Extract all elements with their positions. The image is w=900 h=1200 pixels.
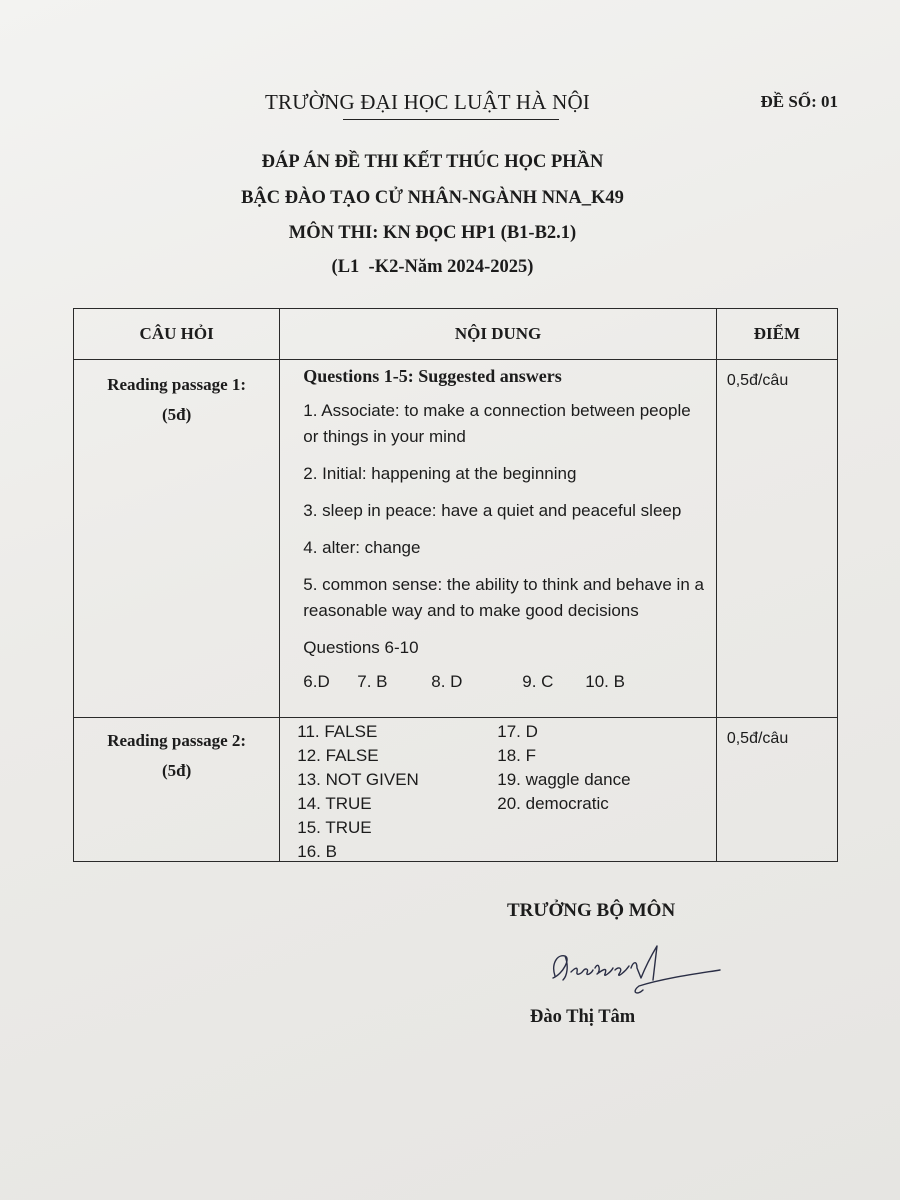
head-of-department-title: TRƯỞNG BỘ MÔN xyxy=(507,900,676,921)
exam-number: ĐỀ SỐ: 01 xyxy=(760,92,838,111)
answers-left-column xyxy=(297,720,419,864)
answers-right-column xyxy=(497,720,630,816)
answer-item-19: 19. waggle dance xyxy=(497,770,631,789)
table-row-passage-1 xyxy=(74,360,838,718)
passage-1-score: (5đ) xyxy=(161,405,192,424)
answer-item-16: 16. B xyxy=(297,842,337,861)
content-cell-1 xyxy=(280,360,717,718)
answer-item-18: 18. F xyxy=(497,746,537,765)
answer-item-4: 4. alter: change xyxy=(303,538,421,557)
questions-1-5-heading: Questions 1-5: Suggested answers xyxy=(303,366,562,386)
answer-item-3: 3. sleep in peace: have a quiet and peaceful sleep xyxy=(303,501,682,520)
header-points: ĐIỂM xyxy=(716,309,837,360)
answer-item-1: 1. Associate: to make a connection between people or things in your mind xyxy=(303,401,691,446)
title-line-1: ĐÁP ÁN ĐỀ THI KẾT THÚC HỌC PHẦN xyxy=(261,152,604,172)
content-cell-2 xyxy=(280,718,717,862)
answer-item-15: 15. TRUE xyxy=(297,818,372,837)
title-line-3: MÔN THI: KN ĐỌC HP1 (B1-B2.1) xyxy=(288,223,577,243)
question-cell-1 xyxy=(74,360,280,718)
answer-item-11: 11. FALSE xyxy=(297,722,378,741)
mc-answer-9: 9. C xyxy=(522,672,554,691)
passage-2-label: Reading passage 2: xyxy=(107,731,247,750)
mc-answer-row xyxy=(303,669,706,695)
answer-item-13: 13. NOT GIVEN xyxy=(297,770,419,789)
handwritten-signature xyxy=(545,938,725,1002)
points-cell-2: 0,5đ/câu xyxy=(716,718,837,862)
answer-item-20: 20. democratic xyxy=(497,794,609,813)
question-cell-2 xyxy=(74,718,280,862)
table-row-passage-2 xyxy=(74,718,838,862)
passage-1-label: Reading passage 1: xyxy=(107,375,247,394)
answer-item-17: 17. D xyxy=(497,722,538,741)
questions-6-10-heading: Questions 6-10 xyxy=(303,638,419,657)
answer-item-14: 14. TRUE xyxy=(297,794,372,813)
answer-table xyxy=(73,308,838,862)
answer-item-5: 5. common sense: the ability to think and behave in a reasonable way and to make good decisions xyxy=(303,575,704,620)
header-content: NỘI DUNG xyxy=(280,309,717,360)
mc-answer-8: 8. D xyxy=(431,672,463,691)
signer-name: Đào Thị Tâm xyxy=(530,1007,636,1027)
school-name: TRƯỜNG ĐẠI HỌC LUẬT HÀ NỘI xyxy=(265,90,590,114)
title-line-4: (L1 -K2-Năm 2024-2025) xyxy=(331,257,534,277)
title-line-2: BẬC ĐÀO TẠO CỬ NHÂN-NGÀNH NNA_K49 xyxy=(241,188,624,208)
table-header-row xyxy=(74,309,838,360)
passage-2-score: (5đ) xyxy=(161,761,192,780)
mc-answer-7: 7. B xyxy=(357,672,388,691)
answer-item-12: 12. FALSE xyxy=(297,746,379,765)
header-question: CÂU HỎI xyxy=(74,309,280,360)
points-cell-1: 0,5đ/câu xyxy=(716,360,837,718)
school-underline xyxy=(343,119,559,120)
mc-answer-10: 10. B xyxy=(585,672,625,691)
mc-answer-6: 6.D xyxy=(303,672,330,691)
answer-item-2: 2. Initial: happening at the beginning xyxy=(303,464,577,483)
